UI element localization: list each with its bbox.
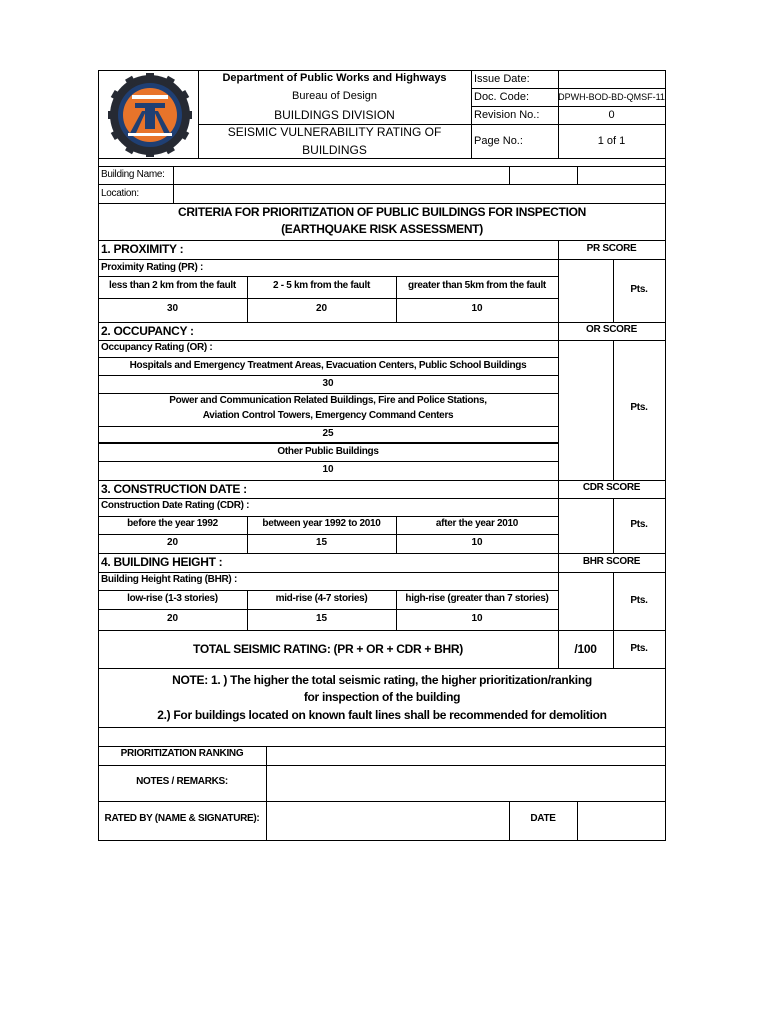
rule bbox=[98, 203, 666, 204]
criteria-title-line1: CRITERIA FOR PRIORITIZATION OF PUBLIC BUILDINGS FOR INSPECTION bbox=[177, 205, 587, 219]
rule bbox=[266, 746, 267, 841]
construction-option-label: between year 1992 to 2010 bbox=[262, 518, 381, 529]
construction-option-value: 15 bbox=[315, 537, 328, 548]
proximity-option-value: 10 bbox=[471, 303, 483, 314]
cdr-score-label: CDR SCORE bbox=[582, 482, 641, 493]
rule bbox=[98, 240, 666, 241]
rule bbox=[98, 166, 666, 167]
rule bbox=[98, 276, 558, 277]
pr-pts-label: Pts. bbox=[630, 284, 648, 295]
rule bbox=[98, 609, 558, 610]
proximity-option-label: less than 2 km from the fault bbox=[109, 280, 236, 291]
or-pts-label: Pts. bbox=[630, 402, 648, 413]
rule bbox=[173, 166, 174, 203]
rule bbox=[98, 461, 558, 462]
construction-option-value: 20 bbox=[166, 537, 179, 548]
dpwh-logo bbox=[108, 73, 192, 157]
total-max: /100 bbox=[574, 642, 597, 656]
rule bbox=[665, 70, 666, 841]
rule bbox=[471, 106, 666, 107]
rule bbox=[98, 70, 666, 71]
height-option-value: 20 bbox=[166, 613, 179, 624]
form-title-line1: SEISMIC VULNERABILITY RATING OF bbox=[227, 125, 442, 139]
form-title-line2: BUILDINGS bbox=[302, 143, 367, 157]
location-label: Location: bbox=[101, 188, 139, 199]
rule bbox=[577, 166, 578, 184]
proximity-option-value: 30 bbox=[166, 303, 179, 314]
note-line1: NOTE: 1. ) The higher the total seismic rating, the higher prioritization/ranking bbox=[172, 673, 592, 687]
or-score-label: OR SCORE bbox=[586, 324, 637, 335]
proximity-heading: 1. PROXIMITY : bbox=[101, 242, 184, 256]
doc-code-label: Doc. Code: bbox=[474, 91, 530, 103]
rule bbox=[98, 426, 558, 427]
rule bbox=[558, 240, 559, 668]
rule bbox=[98, 298, 558, 299]
rated-by-label: RATED BY (NAME & SIGNATURE): bbox=[104, 813, 260, 824]
construction-heading: 3. CONSTRUCTION DATE : bbox=[101, 482, 247, 496]
height-option-label: low-rise (1-3 stories) bbox=[127, 593, 218, 604]
date-label: DATE bbox=[530, 813, 556, 824]
rule bbox=[98, 840, 666, 841]
proximity-option-label: greater than 5km from the fault bbox=[408, 280, 546, 291]
construction-option-label: after the year 2010 bbox=[435, 518, 519, 529]
rule bbox=[98, 340, 666, 341]
rule bbox=[98, 801, 666, 802]
building-name-label: Building Name: bbox=[101, 169, 165, 180]
rule bbox=[98, 630, 666, 631]
occupancy-category-1: Hospitals and Emergency Treatment Areas, Evacuation Centers, Public School Buildings bbox=[129, 360, 527, 371]
prioritization-ranking-label: PRIORITIZATION RANKING bbox=[120, 748, 244, 759]
bhr-pts-label: Pts. bbox=[630, 595, 648, 606]
criteria-title-line2: (EARTHQUAKE RISK ASSESSMENT) bbox=[281, 222, 483, 236]
height-option-label: mid-rise (4-7 stories) bbox=[275, 593, 368, 604]
rule bbox=[98, 765, 666, 766]
occupancy-category-3: Other Public Buildings bbox=[277, 446, 379, 457]
rule bbox=[98, 553, 666, 554]
total-rating-label: TOTAL SEISMIC RATING: (PR + OR + CDR + BHR) bbox=[193, 642, 463, 656]
revision-label: Revision No.: bbox=[474, 109, 540, 121]
rule bbox=[98, 516, 558, 517]
bureau-name: Bureau of Design bbox=[292, 90, 377, 102]
page-label: Page No.: bbox=[474, 135, 523, 147]
occupancy-category-2-line2: Aviation Control Towers, Emergency Command Centers bbox=[202, 410, 454, 421]
construction-rating-label: Construction Date Rating (CDR) : bbox=[101, 500, 250, 511]
rule bbox=[98, 590, 558, 591]
bhr-score-label: BHR SCORE bbox=[582, 556, 641, 567]
note-line2: for inspection of the building bbox=[303, 690, 461, 704]
revision-value: 0 bbox=[608, 109, 615, 121]
height-option-value: 15 bbox=[315, 613, 328, 624]
doc-code-value: DPWH-BOD-BD-QMSF-11 bbox=[558, 92, 665, 102]
height-heading: 4. BUILDING HEIGHT : bbox=[101, 555, 223, 569]
height-option-value: 10 bbox=[471, 613, 483, 624]
proximity-option-value: 20 bbox=[315, 303, 328, 314]
occupancy-category-2-value: 25 bbox=[322, 428, 334, 439]
rule bbox=[98, 357, 558, 358]
occupancy-category-1-value: 30 bbox=[322, 378, 334, 389]
notes-remarks-label: NOTES / REMARKS: bbox=[136, 776, 228, 787]
rule bbox=[98, 375, 558, 376]
proximity-rating-label: Proximity Rating (PR) : bbox=[101, 262, 203, 273]
cdr-pts-label: Pts. bbox=[630, 519, 648, 530]
department-name: Department of Public Works and Highways bbox=[222, 72, 447, 84]
proximity-option-label: 2 - 5 km from the fault bbox=[272, 280, 370, 291]
rule bbox=[98, 259, 666, 260]
division-name: BUILDINGS DIVISION bbox=[274, 108, 395, 122]
rule bbox=[471, 70, 472, 158]
construction-option-label: before the year 1992 bbox=[127, 518, 218, 529]
rule bbox=[509, 166, 510, 184]
seismic-rating-form bbox=[98, 70, 666, 841]
rule bbox=[98, 443, 558, 444]
height-option-label: high-rise (greater than 7 stories) bbox=[405, 593, 549, 604]
rule bbox=[98, 322, 666, 323]
construction-option-value: 10 bbox=[471, 537, 483, 548]
page-value: 1 of 1 bbox=[597, 135, 626, 147]
occupancy-category-2-line1: Power and Communication Related Buildings, Fire and Police Stations, bbox=[169, 395, 487, 406]
occupancy-rating-label: Occupancy Rating (OR) : bbox=[101, 342, 213, 353]
rule bbox=[98, 668, 666, 669]
issue-date-label: Issue Date: bbox=[474, 73, 530, 85]
rule bbox=[577, 801, 578, 841]
rule bbox=[98, 572, 666, 573]
total-pts-label: Pts. bbox=[630, 643, 648, 654]
rule bbox=[471, 88, 666, 89]
rule bbox=[98, 158, 666, 159]
occupancy-heading: 2. OCCUPANCY : bbox=[101, 324, 194, 338]
occupancy-category-3-value: 10 bbox=[322, 464, 334, 475]
rule bbox=[98, 498, 666, 499]
rule bbox=[98, 393, 558, 394]
rule bbox=[98, 480, 666, 481]
rule bbox=[98, 746, 666, 747]
note-line3: 2.) For buildings located on known fault lines shall be recommended for demolition bbox=[157, 708, 607, 722]
rule bbox=[98, 534, 558, 535]
pr-score-label: PR SCORE bbox=[586, 243, 637, 254]
rule bbox=[98, 184, 666, 185]
rule bbox=[98, 727, 666, 728]
height-rating-label: Building Height Rating (BHR) : bbox=[101, 574, 237, 585]
